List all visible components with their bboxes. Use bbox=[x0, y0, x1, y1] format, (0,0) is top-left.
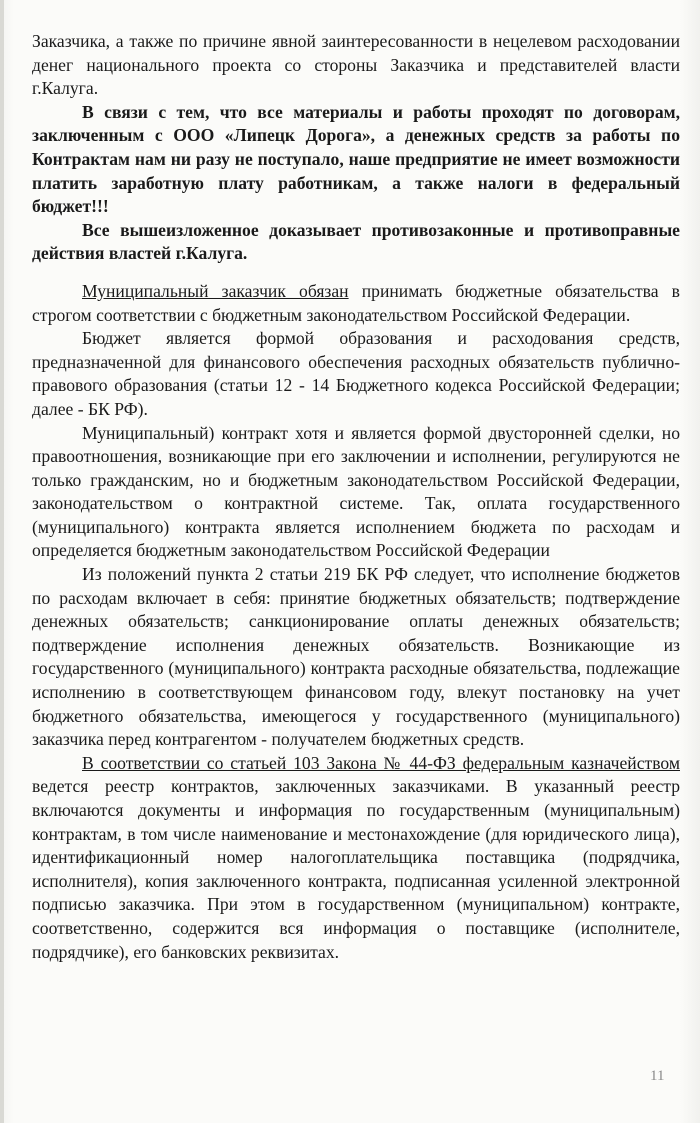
paragraph-2-bold: В связи с тем, что все материалы и работы проходят по договорам, заключенным с ООО «Липецк Дорога», а денежных средств за работы по Контрактам нам ни разу не поступало, наше предприятие не имеет возможности платить заработную плату работникам, а также налоги в федеральный бюджет!!! bbox=[32, 101, 680, 217]
underlined-phrase: Муниципальный заказчик обязан bbox=[82, 280, 349, 301]
paragraph-1: Заказчика, а также по причине явной заинтересованности в нецелевом расходовании денег национального проекта со стороны Заказчика и представителей власти г.Калуга. bbox=[32, 31, 680, 99]
paragraph-7: Из положений пункта 2 статьи 219 БК РФ следует, что исполнение бюджетов по расходам включает в себя: принятие бюджетных обязательств; подтверждение денежных обязательств; санкционирование оплаты денежных обязательств; подтверждение исполнения денежных обязательств. Возникающие из государственного (муниципального) контракта расходные обязательства, подлежащие исполнению в соответствующем финансовом году, влекут постановку на учет бюджетного обязательства, имеющегося у государственного (муниципального) заказчика перед контрагентом - получателем бюджетных средств. bbox=[32, 564, 680, 750]
paragraph-6: Муниципальный) контракт хотя и является формой двусторонней сделки, но правоотношения, возникающие при его заключении и исполнении, регулируются не только гражданским, но и бюджетным законодательством Российской Федерации, законодательством о контрактной системе. Так, оплата государственного (муниципального) контракта является исполнением бюджета по расходам и определяется бюджетным законодательством Российской Федерации bbox=[32, 422, 680, 561]
underlined-phrase: В соответствии со статьей 103 Закона № 44-ФЗ федеральным казначейством bbox=[82, 752, 680, 773]
paragraph-3-bold: Все вышеизложенное доказывает противозаконные и противоправные действия властей г.Калуга. bbox=[32, 219, 680, 264]
paragraph-8 bbox=[32, 752, 680, 964]
paragraph-5: Бюджет является формой образования и расходования средств, предназначенной для финансового обеспечения расходных обязательств публично-правового образования (статьи 12 - 14 Бюджетного кодекса Российской Федерации; далее - БК РФ). bbox=[32, 328, 680, 419]
paragraph-8-text: ведется реестр контрактов, заключенных заказчиками. В указанный реестр включаются документы и информация по государственным (муниципальным) контрактам, в том числе наименование и местонахождение (для юридического лица), идентификационный номер налогоплательщика поставщика (подрядчика, исполнителя), копия заключенного контракта, подписанная усиленной электронной подписью заказчика. При этом в государственном (муниципальном) контракте, соответственно, содержится вся информация о поставщике (исполнителе, подрядчике), его банковских реквизитах. bbox=[32, 776, 680, 962]
paragraph-4 bbox=[32, 280, 680, 327]
paragraph-4-text: принимать бюджетные обязательства в строгом соответствии с бюджетным законодательством Российской Федерации. bbox=[32, 280, 680, 325]
document-body bbox=[32, 30, 680, 964]
scan-edge bbox=[0, 0, 4, 1123]
page-number: 11 bbox=[650, 1068, 665, 1084]
